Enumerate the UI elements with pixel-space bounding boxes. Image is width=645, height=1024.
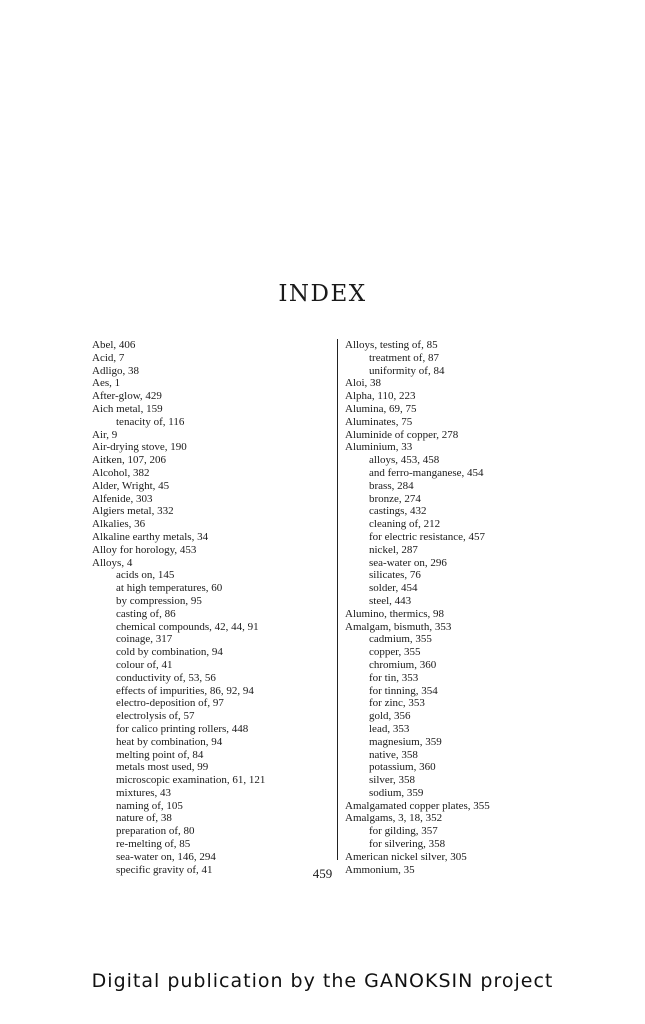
index-entry: Amalgamated copper plates, 355 bbox=[345, 799, 490, 812]
footer-credit: Digital publication by the GANOKSIN project bbox=[91, 970, 554, 992]
index-entry: Acid, 7 bbox=[92, 351, 125, 364]
index-entry: Aich metal, 159 bbox=[92, 402, 163, 415]
index-subentry: electro-deposition of, 97 bbox=[116, 697, 224, 710]
index-subentry: sea-water on, 146, 294 bbox=[116, 850, 216, 863]
index-entry: Aes, 1 bbox=[92, 377, 121, 390]
index-subentry: casting of, 86 bbox=[116, 607, 176, 620]
index-subentry: coinage, 317 bbox=[116, 633, 173, 646]
page-number: 459 bbox=[312, 866, 333, 881]
index-subentry: native, 358 bbox=[369, 748, 418, 761]
index-subentry: silicates, 76 bbox=[369, 569, 421, 582]
index-title: INDEX bbox=[278, 281, 367, 307]
index-entry: Adligo, 38 bbox=[92, 364, 140, 377]
index-subentry: naming of, 105 bbox=[116, 799, 183, 812]
index-entry: Abel, 406 bbox=[92, 339, 136, 351]
index-subentry: silver, 358 bbox=[369, 774, 415, 787]
index-subentry: steel, 443 bbox=[369, 594, 412, 607]
index-subentry: gold, 356 bbox=[369, 710, 411, 723]
index-entry: Alpha, 110, 223 bbox=[345, 390, 416, 403]
index-subentry: cold by combination, 94 bbox=[116, 646, 223, 659]
index-entry: Alumino, thermics, 98 bbox=[345, 607, 444, 620]
index-subentry: uniformity of, 84 bbox=[369, 364, 445, 377]
index-entry: Aitken, 107, 206 bbox=[92, 454, 166, 467]
index-subentry: copper, 355 bbox=[369, 646, 421, 659]
index-subentry: castings, 432 bbox=[369, 505, 427, 518]
index-subentry: lead, 353 bbox=[369, 722, 410, 735]
index-entry: Alloys, 4 bbox=[92, 556, 133, 569]
index-subentry: chemical compounds, 42, 44, 91 bbox=[116, 620, 259, 633]
index-subentry: solder, 454 bbox=[369, 582, 418, 595]
index-subentry: heat by combination, 94 bbox=[116, 735, 223, 748]
index-subentry: brass, 284 bbox=[369, 479, 414, 492]
index-subentry: by compression, 95 bbox=[116, 594, 202, 607]
index-column-right bbox=[345, 339, 605, 876]
index-subentry: sea-water on, 296 bbox=[369, 556, 447, 569]
index-entry: Aluminide of copper, 278 bbox=[345, 428, 459, 441]
index-subentry: metals most used, 99 bbox=[116, 761, 209, 774]
index-subentry: for tin, 353 bbox=[369, 671, 419, 684]
index-subentry: at high temperatures, 60 bbox=[116, 582, 223, 595]
index-column-left bbox=[92, 339, 332, 876]
column-divider bbox=[337, 339, 338, 860]
index-subentry: for electric resistance, 457 bbox=[369, 530, 486, 543]
index-subentry: conductivity of, 53, 56 bbox=[116, 671, 216, 684]
index-subentry: specific gravity of, 41 bbox=[116, 863, 213, 876]
index-subentry: for gilding, 357 bbox=[369, 825, 438, 838]
index-entry: Aloi, 38 bbox=[345, 377, 382, 390]
index-subentry: preparation of, 80 bbox=[116, 825, 195, 838]
index-entry: Alkalies, 36 bbox=[92, 518, 146, 531]
index-subentry: chromium, 360 bbox=[369, 658, 437, 671]
index-subentry: colour of, 41 bbox=[116, 658, 173, 671]
index-entry: Aluminates, 75 bbox=[345, 415, 413, 428]
index-subentry: potassium, 360 bbox=[369, 761, 436, 774]
index-subentry: and ferro-manganese, 454 bbox=[369, 466, 484, 479]
index-subentry: melting point of, 84 bbox=[116, 748, 204, 761]
index-subentry: nickel, 287 bbox=[369, 543, 418, 556]
index-subentry: effects of impurities, 86, 92, 94 bbox=[116, 684, 254, 697]
index-entry: Alloys, testing of, 85 bbox=[345, 339, 438, 351]
index-subentry: sodium, 359 bbox=[369, 786, 424, 799]
index-subentry: for zinc, 353 bbox=[369, 697, 425, 710]
index-entry: Algiers metal, 332 bbox=[92, 505, 174, 518]
index-entry: Alloy for horology, 453 bbox=[92, 543, 197, 556]
index-entry: After-glow, 429 bbox=[92, 390, 162, 403]
index-subentry: magnesium, 359 bbox=[369, 735, 442, 748]
index-subentry: nature of, 38 bbox=[116, 812, 172, 825]
index-entry: Amalgam, bismuth, 353 bbox=[345, 620, 452, 633]
index-entry: American nickel silver, 305 bbox=[345, 850, 467, 863]
index-subentry: electrolysis of, 57 bbox=[116, 710, 195, 723]
index-subentry: bronze, 274 bbox=[369, 492, 421, 505]
index-subentry: for silvering, 358 bbox=[369, 838, 446, 851]
index-entry: Alcohol, 382 bbox=[92, 466, 150, 479]
index-entry: Alder, Wright, 45 bbox=[92, 479, 170, 492]
index-subentry: for calico printing rollers, 448 bbox=[116, 722, 249, 735]
index-entry: Air, 9 bbox=[92, 428, 118, 441]
index-subentry: treatment of, 87 bbox=[369, 351, 439, 364]
index-subentry: cadmium, 355 bbox=[369, 633, 432, 646]
index-subentry: mixtures, 43 bbox=[116, 786, 171, 799]
index-entry: Ammonium, 35 bbox=[345, 863, 415, 876]
index-entry: Aluminium, 33 bbox=[345, 441, 413, 454]
index-subentry: acids on, 145 bbox=[116, 569, 175, 582]
index-entry: Alkaline earthy metals, 34 bbox=[92, 530, 209, 543]
index-subentry: alloys, 453, 458 bbox=[369, 454, 440, 467]
index-subentry: microscopic examination, 61, 121 bbox=[116, 774, 266, 787]
index-entry: Alfenide, 303 bbox=[92, 492, 153, 505]
index-subentry: tenacity of, 116 bbox=[116, 415, 185, 428]
index-entry: Amalgams, 3, 18, 352 bbox=[345, 812, 443, 825]
index-subentry: cleaning of, 212 bbox=[369, 518, 441, 531]
index-entry: Alumina, 69, 75 bbox=[345, 402, 417, 415]
index-subentry: re-melting of, 85 bbox=[116, 838, 191, 851]
index-entry: Air-drying stove, 190 bbox=[92, 441, 187, 454]
index-subentry: for tinning, 354 bbox=[369, 684, 438, 697]
